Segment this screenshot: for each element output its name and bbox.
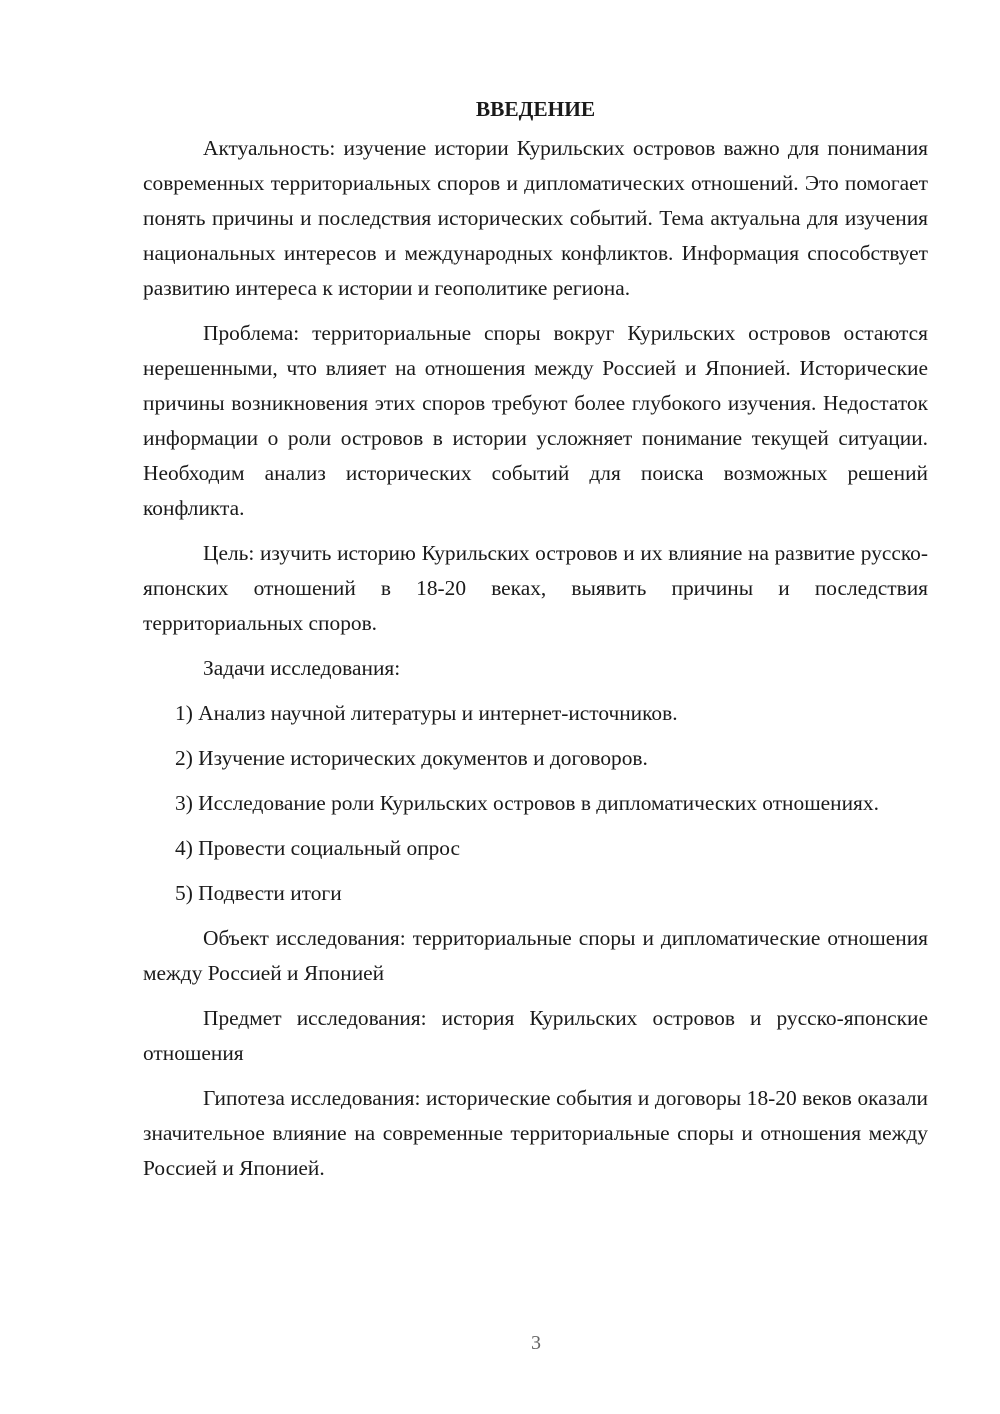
task-item-5: 5) Подвести итоги	[175, 881, 342, 905]
section-heading: ВВЕДЕНИЕ	[475, 97, 596, 121]
task-item-2: 2) Изучение исторических документов и договоров.	[175, 746, 648, 770]
page-content	[143, 92, 928, 1196]
hypothesis-paragraph: Гипотеза исследования: исторические события и договоры 18-20 веков оказали значительное влияние на современные территориальные споры и отношения между Россией и Японией.	[143, 1086, 928, 1180]
goal-paragraph: Цель: изучить историю Курильских островов и их влияние на развитие русско-японских отношений в 18-20 веках, выявить причины и последствия территориальных споров.	[143, 541, 928, 635]
task-item-1: 1) Анализ научной литературы и интернет-источников.	[175, 701, 678, 725]
object-paragraph: Объект исследования: территориальные споры и дипломатические отношения между Россией и Японией	[143, 926, 928, 985]
tasks-title: Задачи исследования:	[203, 656, 401, 680]
task-item-4: 4) Провести социальный опрос	[175, 836, 461, 860]
task-item-3: 3) Исследование роли Курильских островов в дипломатических отношениях.	[175, 791, 879, 815]
relevance-paragraph: Актуальность: изучение истории Курильских островов важно для понимания современных территориальных споров и дипломатических отношений. Это помогает понять причины и последствия исторических событий. Тема актуальна для изучения национальных интересов и международных конфликтов. Информация способствует развитию интереса к истории и геополитике региона.	[143, 136, 928, 300]
subject-paragraph: Предмет исследования: история Курильских островов и русско-японские отношения	[143, 1006, 928, 1065]
problem-paragraph: Проблема: территориальные споры вокруг Курильских островов остаются нерешенными, что влияет на отношения между Россией и Японией. Исторические причины возникновения этих споров требуют более глубокого изучения. Недостаток информации о роли островов в истории усложняет понимание текущей ситуации. Необходим анализ исторических событий для поиска возможных решений конфликта.	[143, 321, 928, 520]
page-number: 3	[531, 1332, 541, 1354]
